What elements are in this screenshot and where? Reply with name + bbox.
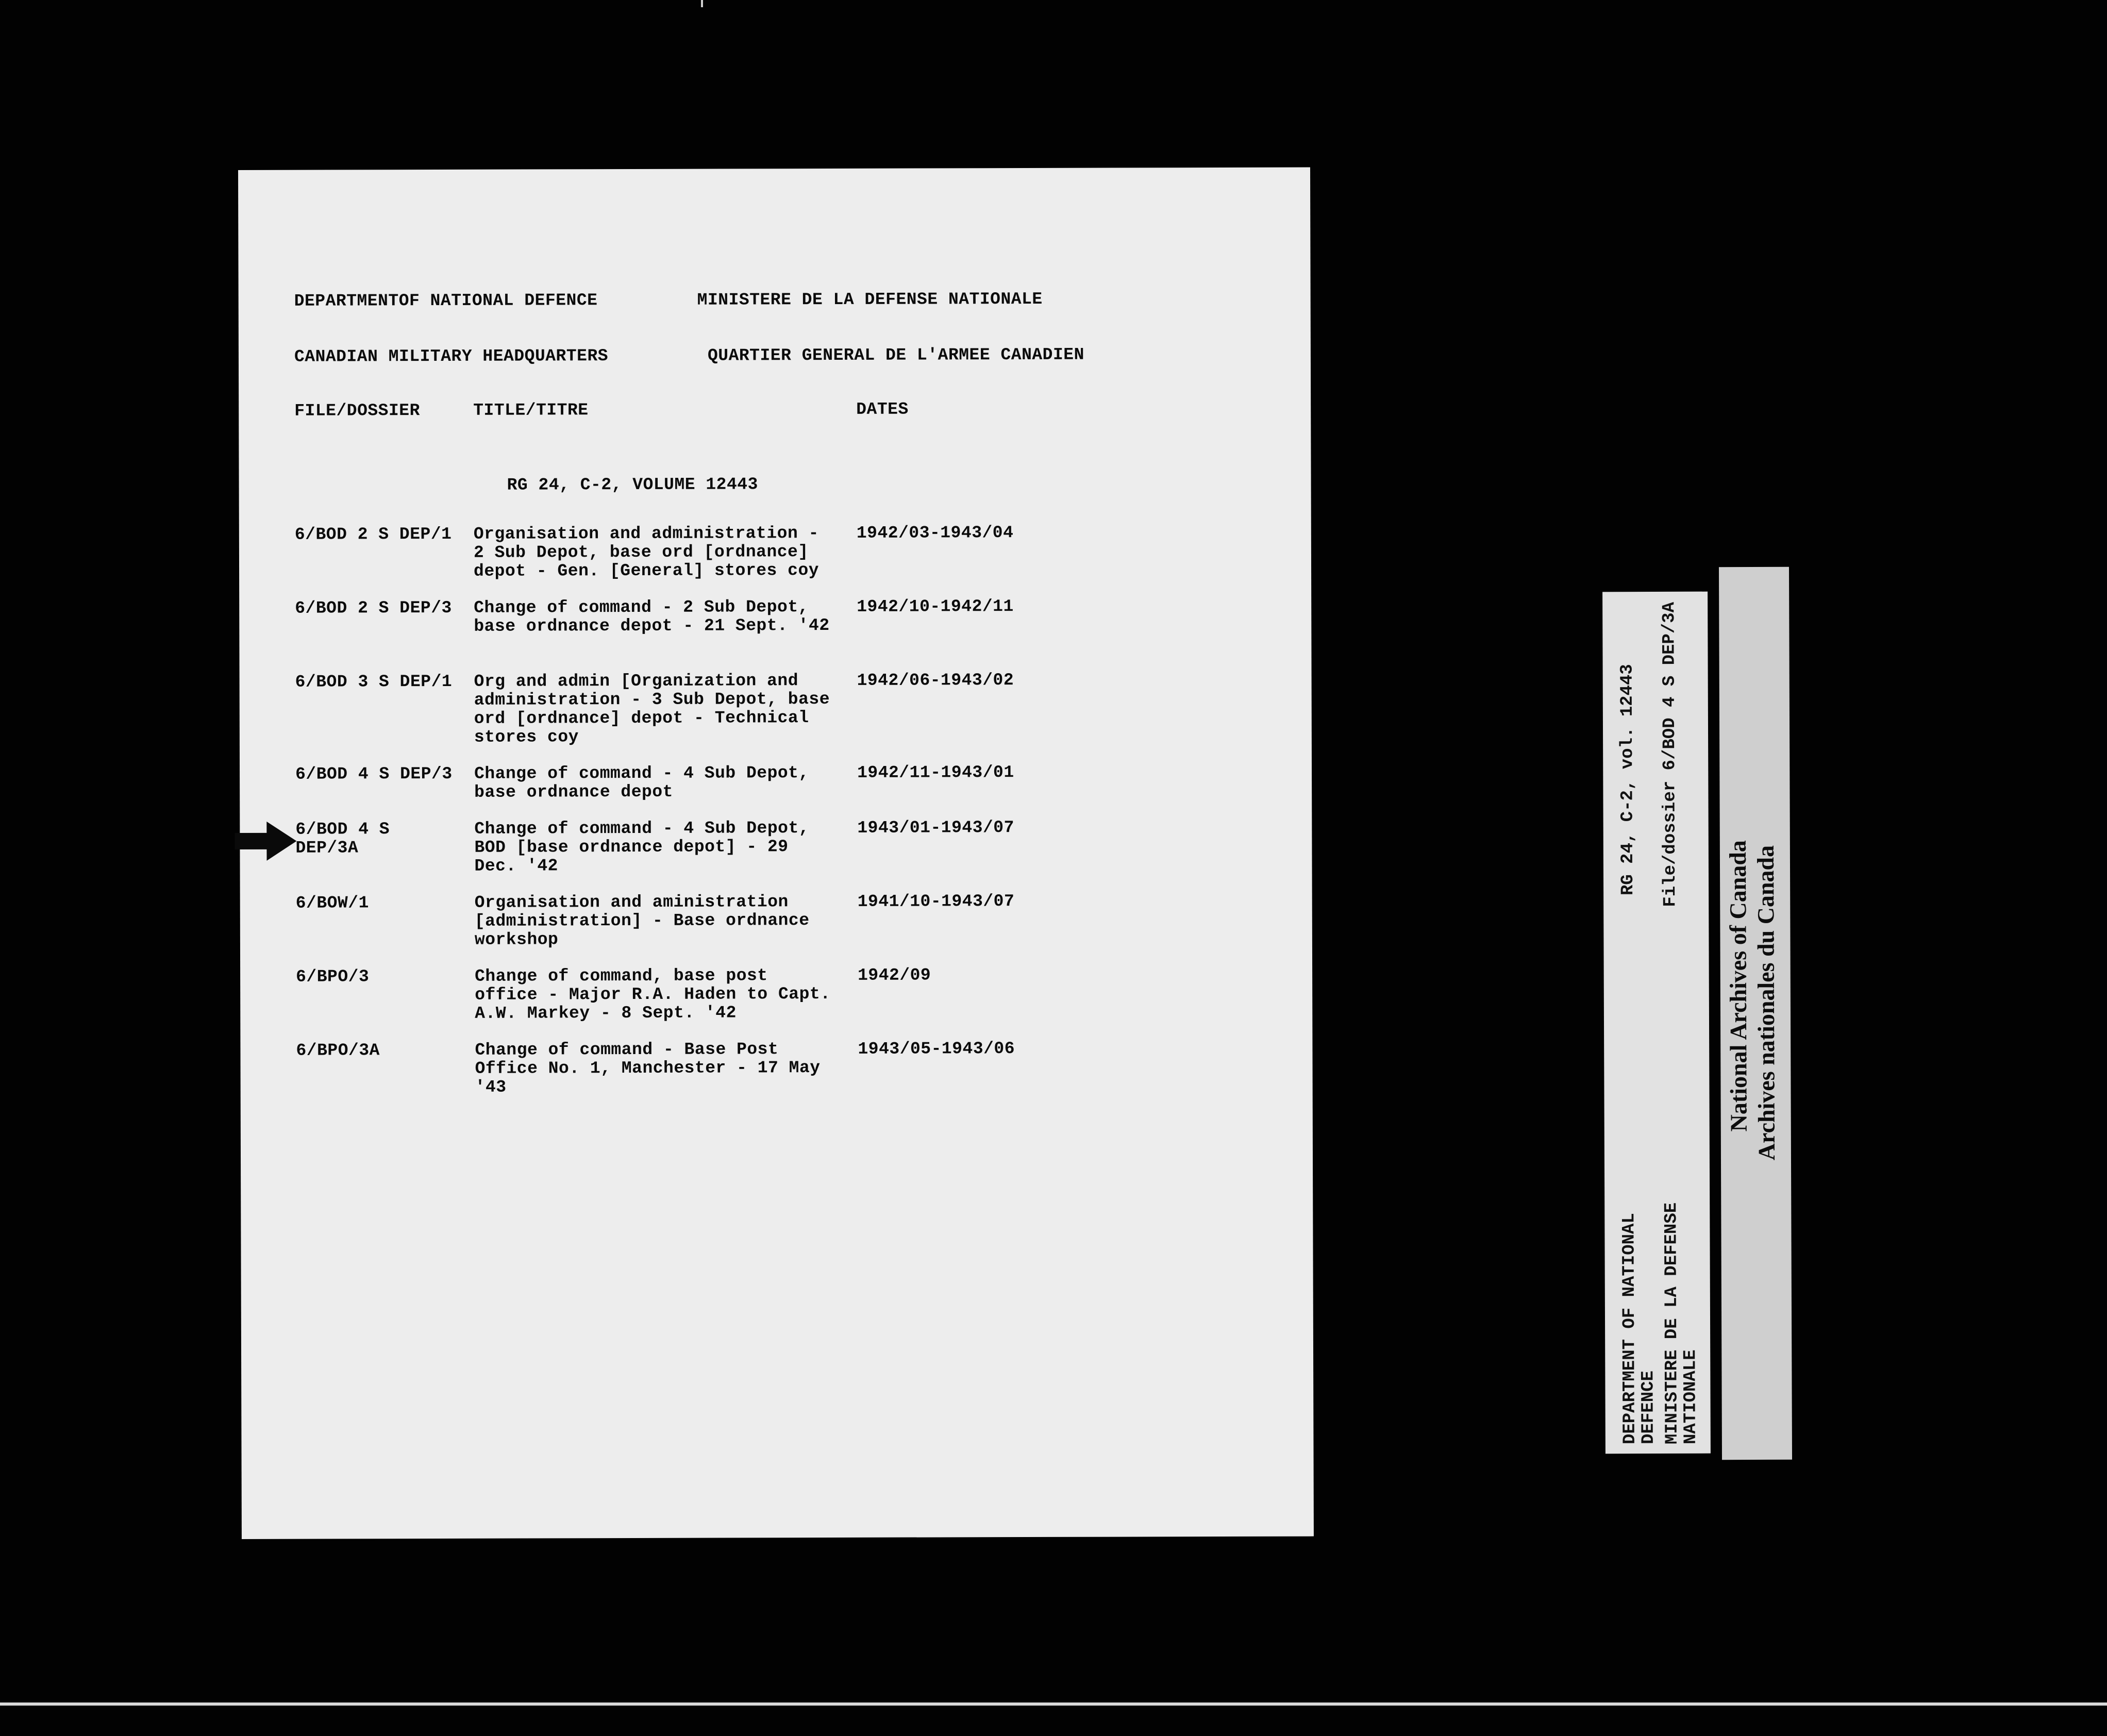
file-title: Change of command - 2 Sub Depot, base ordnance depot - 21 Sept. '42 (474, 597, 830, 636)
table-row (240, 818, 1312, 876)
table-row (239, 597, 1311, 636)
file-number: 6/BPO/3A (296, 1041, 380, 1060)
file-title: Change of command - 4 Sub Depot, BOD [base ordnance depot] - 29 Dec. '42 (474, 819, 810, 876)
archive-strip (1719, 567, 1792, 1460)
spine-dept-en: DEPARTMENT OF NATIONAL DEFENCE (1619, 1213, 1659, 1445)
scan-edge-line (0, 1702, 2107, 1706)
arrow-right-icon (235, 822, 296, 861)
header-dept-en: DEPARTMENTOF NATIONAL DEFENCE (294, 291, 598, 311)
file-title: Change of command - 4 Sub Depot, base ordnance depot (474, 763, 809, 802)
volume-reference: RG 24, C-2, VOLUME 12443 (507, 475, 758, 495)
file-dates: 1943/01-1943/07 (857, 818, 1014, 838)
file-title: Organisation and administration - 2 Sub Depot, base ord [ordnance] depot - Gen. [General] stores coy (473, 524, 820, 581)
column-header-dates: DATES (856, 399, 909, 419)
header-hq-en: CANADIAN MILITARY HEADQUARTERS (294, 346, 609, 366)
document-page (238, 168, 1314, 1539)
file-dates: 1942/10-1942/11 (857, 597, 1014, 616)
file-title: Org and admin [Organization and administration - 3 Sub Depot, base ord [ordnance] depot - Technical stores coy (474, 671, 830, 747)
file-dates: 1942/09 (858, 965, 931, 985)
table-row (240, 965, 1312, 1023)
table-row (239, 523, 1311, 581)
file-dates: 1942/03-1943/04 (856, 523, 1014, 543)
file-dates: 1943/05-1943/06 (858, 1039, 1015, 1059)
column-header-title: TITLE/TITRE (473, 400, 589, 420)
archive-name-fr: Archives nationales du Canada (1752, 845, 1780, 1161)
file-dates: 1942/11-1943/01 (857, 763, 1014, 782)
file-number: 6/BOD 3 S DEP/1 (295, 672, 453, 692)
archive-name-en: National Archives of Canada (1724, 840, 1752, 1132)
table-row (240, 671, 1312, 747)
file-number: 6/BOD 4 S DEP/3 (295, 764, 453, 784)
scan-mark (701, 0, 703, 7)
header-hq-fr: QUARTIER GENERAL DE L'ARMEE CANADIEN (707, 345, 1084, 365)
table-row (240, 1039, 1312, 1097)
file-number: 6/BOW/1 (295, 893, 369, 913)
table-row (240, 892, 1312, 949)
file-number: 6/BPO/3 (296, 967, 370, 987)
file-title: Change of command - Base Post Office No. 1, Manchester - 17 May '43 (475, 1040, 821, 1097)
spine-file-ref: File/dossier 6/BOD 4 S DEP/3A (1660, 602, 1681, 907)
table-row (240, 763, 1312, 802)
file-number: 6/BOD 2 S DEP/3 (295, 598, 452, 618)
file-dates: 1941/10-1943/07 (857, 892, 1015, 911)
spine-label (1602, 592, 1711, 1454)
file-dates: 1942/06-1943/02 (857, 671, 1014, 690)
file-number: 6/BOD 4 S DEP/3A (295, 820, 390, 858)
file-title: Organisation and aministration [administration] - Base ordnance workshop (474, 892, 810, 949)
file-title: Change of command, base post office - Major R.A. Haden to Capt. A.W. Markey - 8 Sept. '42 (475, 966, 831, 1023)
column-header-file: FILE/DOSSIER (294, 401, 420, 421)
spine-volume-ref: RG 24, C-2, vol. 12443 (1617, 664, 1638, 896)
header-dept-fr: MINISTERE DE LA DEFENSE NATIONALE (697, 289, 1043, 310)
file-number: 6/BOD 2 S DEP/1 (294, 524, 452, 544)
spine-dept-fr: MINISTERE DE LA DEFENSE NATIONALE (1662, 1202, 1701, 1444)
